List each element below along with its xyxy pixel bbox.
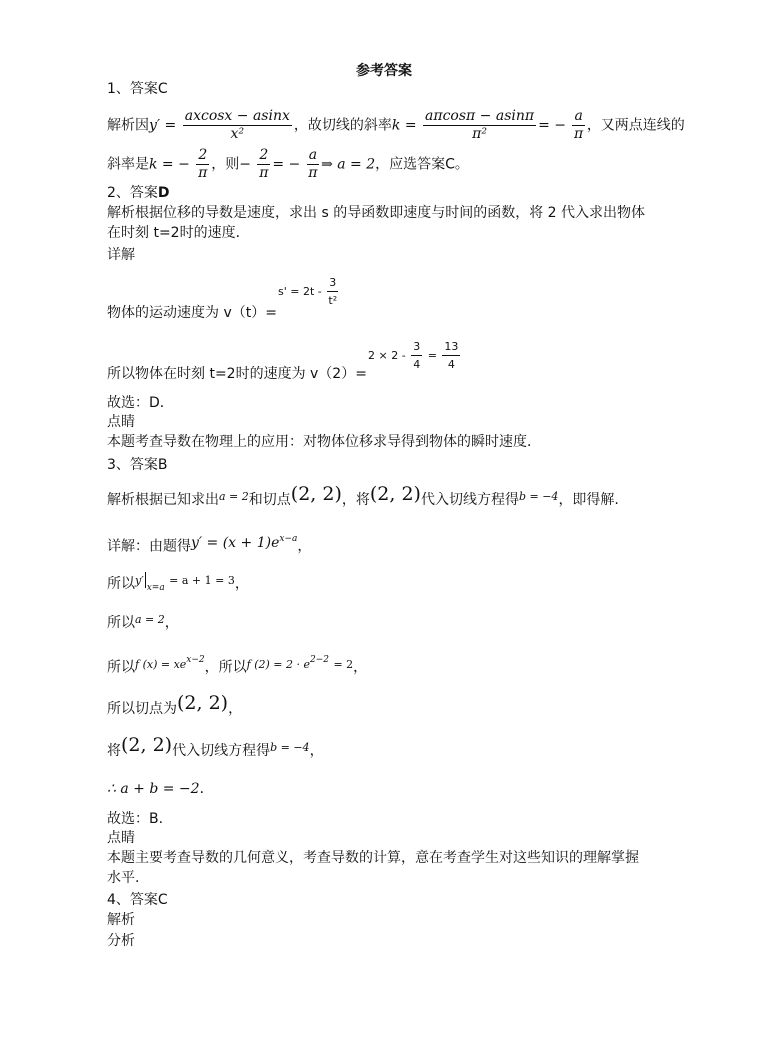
q3-a-line: 所以$^{a = 2}$， [107,613,179,631]
fraction: $\frac{3}{4}$ [413,340,421,371]
page-title: 参考答案 [356,63,412,79]
q3-tangent-point-line: 所以切点为(2, 2)， [107,692,243,717]
q2-analysis-line2: 在时刻 t=2时的速度． [107,225,250,241]
q3-choice: 故选：B. [107,811,164,827]
q2-comment-label: 点睛 [107,414,135,430]
q3-comment-line2: 水平. [107,870,140,886]
fraction: $\frac{axcosx - asinx}{\text{x²}}$ [184,108,290,142]
q2-answer: 2、答案D [107,185,170,201]
q4-analysis-label: 解析 [107,912,135,928]
q2-analysis-line1: 解析根据位移的导数是速度，求出 s 的导函数即速度与时间的函数，将 2 代入求出物体 [107,205,645,221]
q2-formula-v: 2 × 2 - $\frac{3}{4}$ = $\frac{13}{4}$ [368,340,459,371]
fraction: $\frac{a}{\pi}$ [308,147,318,181]
fraction: $\frac{2}{\pi}$ [259,147,269,181]
fraction: $\frac{a}{\pi}$ [574,108,584,142]
q1-analysis-line1: 解析因y′ = $\frac{axcosx - asinx}{\text{x²}}$ ，故切线的斜率k = $\frac{a\pi\cos\pi - asin\pi}{\text{π²}}$ = − $\frac{a}{\pi}$ ，又两点连线的 [107,108,685,142]
q2-velocity-line: 物体的运动速度为 v（t）= [107,305,277,321]
fraction: $\frac{a\pi\cos\pi - asin\pi}{\text{π²}}$ [425,108,535,142]
q3-substitute-line: 将(2, 2)代入切线方程得$^{b = -4}$， [107,734,324,759]
q2-formula-s: s' = 2t - $\frac{3}{\text{t²}}$ [278,276,338,307]
q4-analysis-sub: 分析 [107,933,135,949]
fraction: $\frac{13}{4}$ [444,340,459,371]
q2-result-line: 所以物体在时刻 t=2时的速度为 v（2）= [107,366,367,382]
q3-sum-line: ∴ a + b = −2． [107,781,214,797]
q4-answer: 4、答案C [107,892,168,908]
q1-analysis-line2: 斜率是k = − $\frac{2}{\pi}$ ，则− $\frac{2}{\pi}$ = − $\frac{a}{\pi}$ ⇒ a = 2，应选答案C。 [107,147,469,181]
evaluation-bar [145,572,146,588]
q3-derivative-line: 所以$^{y'}_{x=a}$ $^{= a + 1 = 3}$， [107,574,249,593]
q2-comment: 本题考查导数在物理上的应用：对物体位移求导得到物体的瞬时速度． [107,434,541,450]
q3-comment-line1: 本题主要考查导数的几何意义，考查导数的计算，意在考查学生对这些知识的理解掌握 [107,850,639,866]
fraction: $\frac{2}{\pi}$ [198,147,208,181]
formula: y′ = [149,117,177,134]
q3-answer: 3、答案B [107,457,168,473]
q3-analysis-line: 解析根据已知求出$^{a = 2}$和切点(2, 2)，将(2, 2)代入切线方程得$^{b = -4}$，即得解. [107,483,619,508]
q2-choice: 故选：D． [107,395,174,411]
q1-answer: 1、答案C [107,81,168,97]
q3-f-line: 所以$^{f (x) = xex-2}$，所以$^{f (2) = 2 \cdot e2-2}$ $^{= 2}$， [107,655,368,676]
q3-comment-label: 点睛 [107,830,135,846]
fraction: $\frac{3}{\text{t²}}$ [328,276,338,307]
q3-detail-line: 详解：由题得$y' = (x + 1)e^{x-a}$， [107,534,312,555]
q2-detail-label: 详解 [107,247,135,263]
